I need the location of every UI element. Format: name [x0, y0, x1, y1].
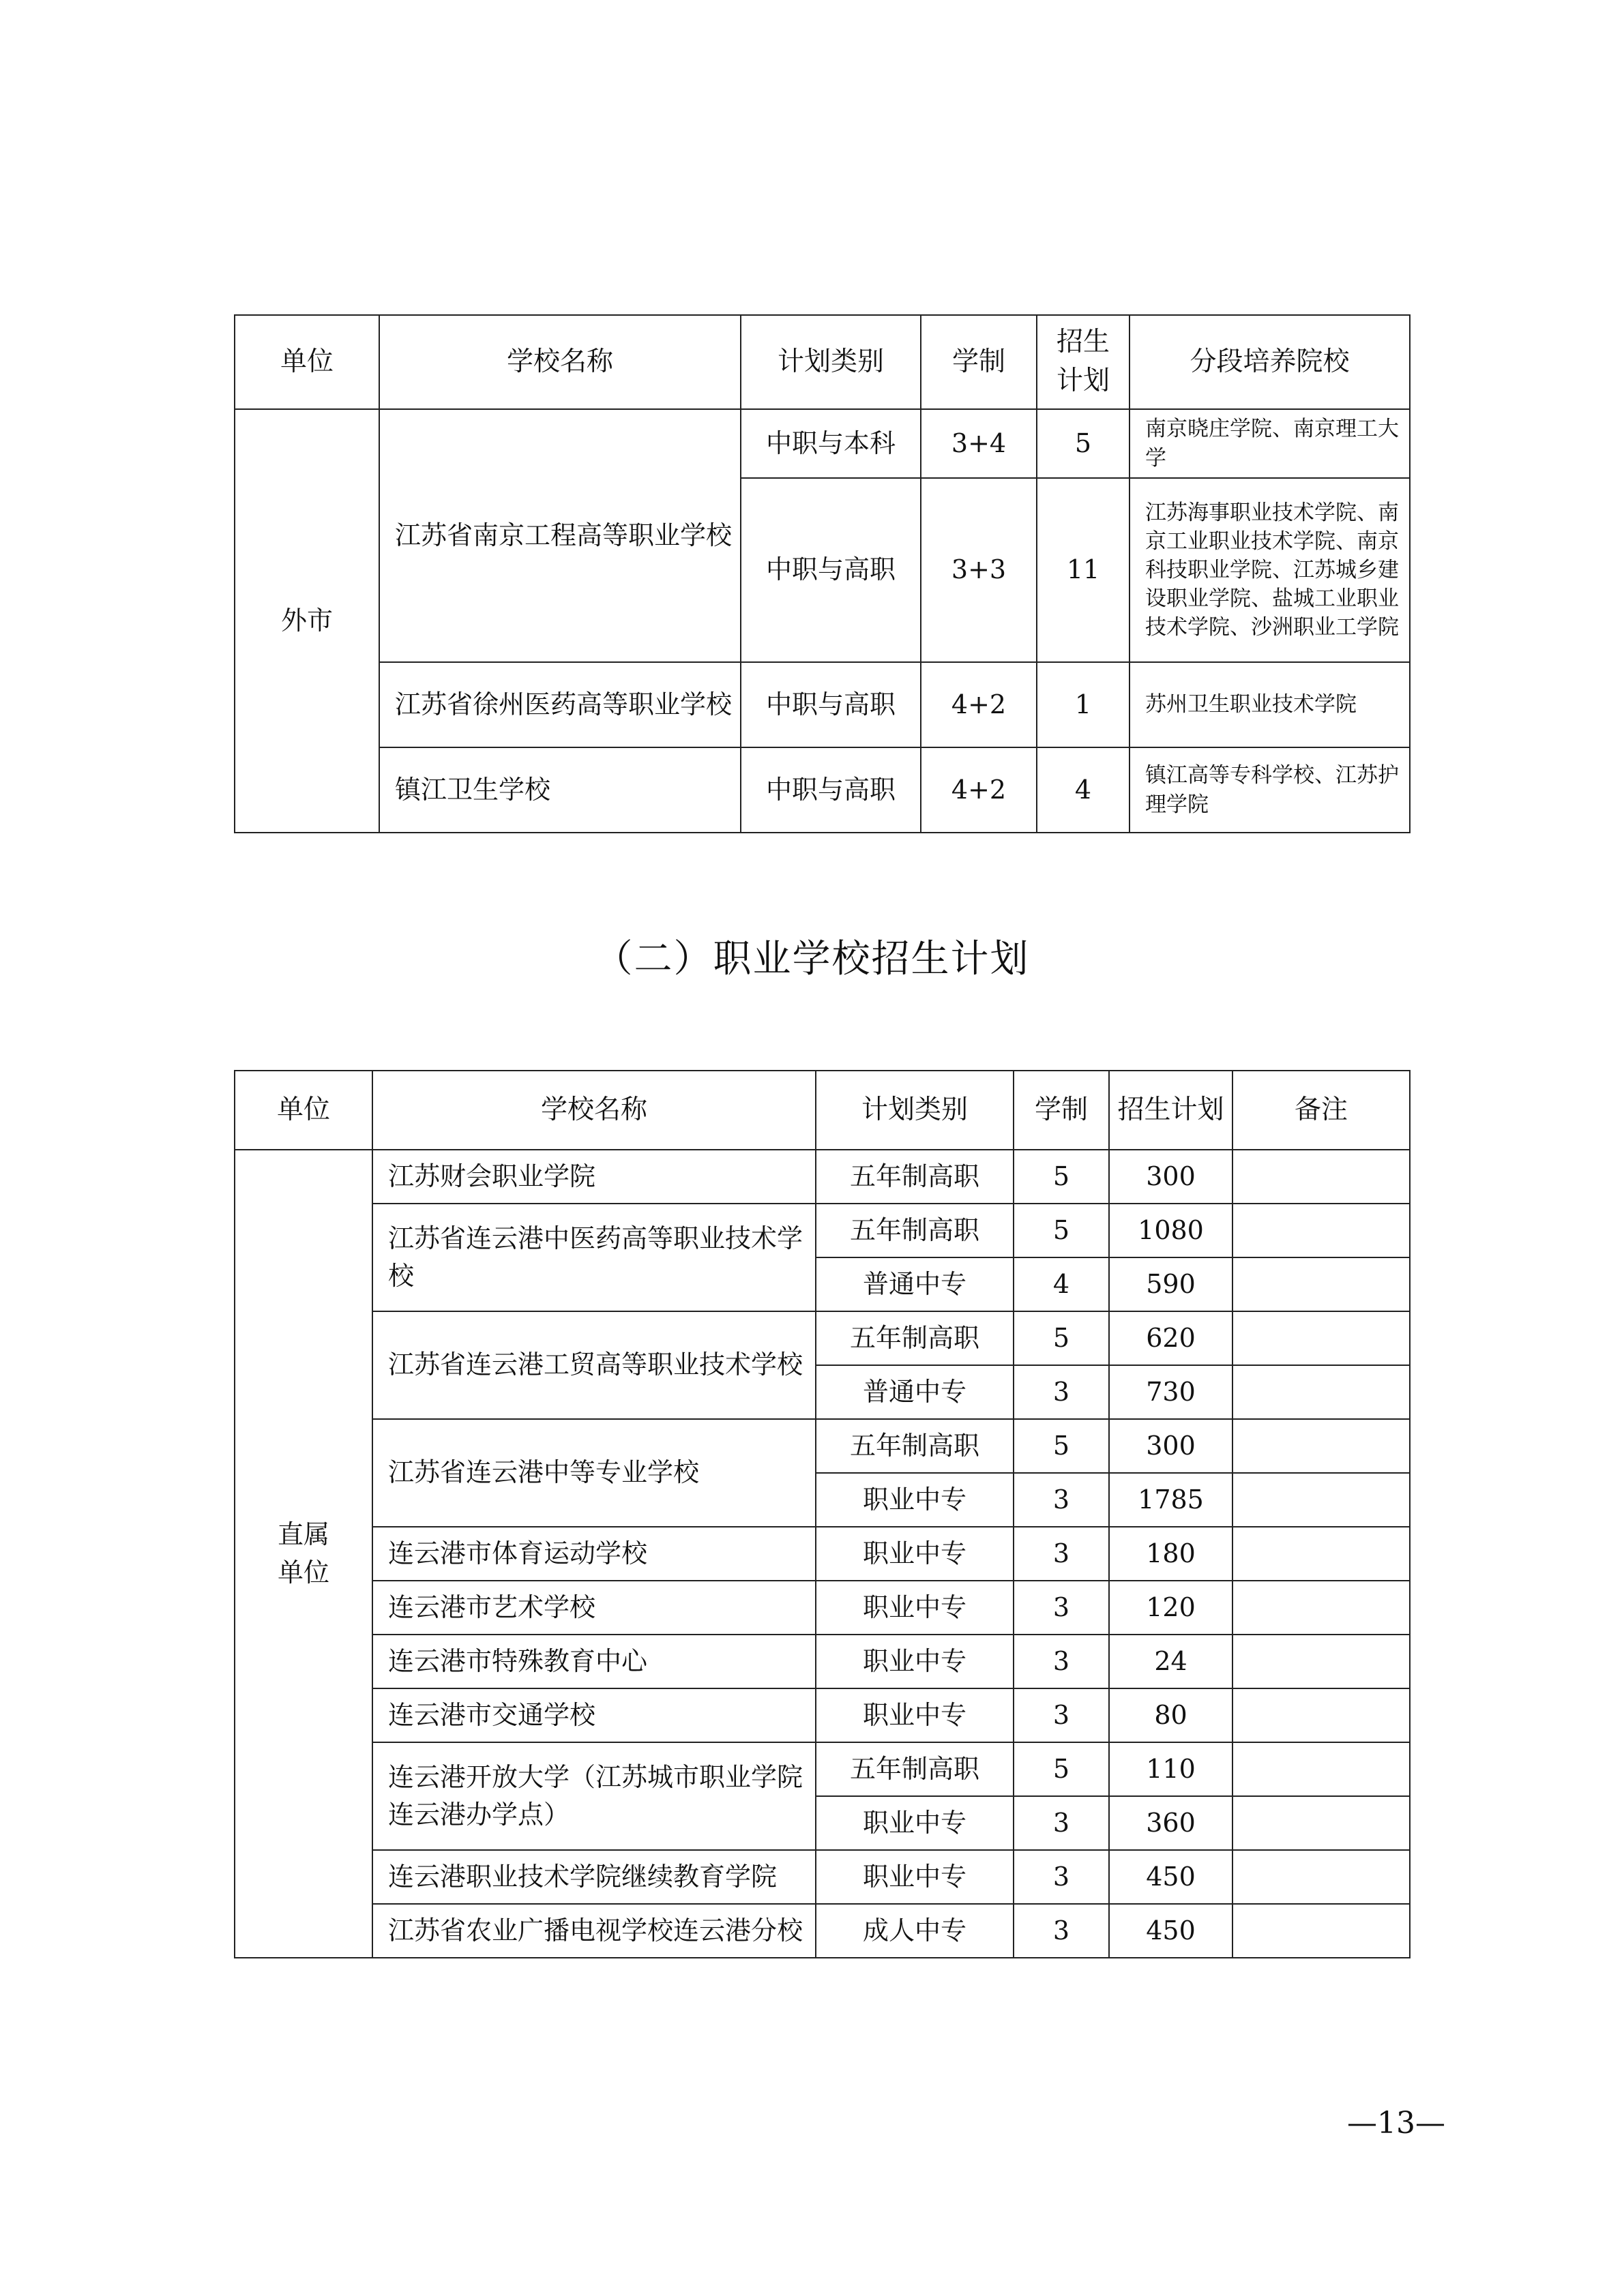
- plan-type: 中职与高职: [741, 747, 921, 833]
- school-name: 连云港市艺术学校: [372, 1581, 816, 1635]
- years: 3: [1014, 1365, 1109, 1419]
- remark: [1232, 1635, 1410, 1688]
- plan-type: 五年制高职: [816, 1742, 1014, 1796]
- years: 4+2: [921, 747, 1037, 833]
- enrollment: 1080: [1109, 1204, 1232, 1257]
- plan-type: 普通中专: [816, 1257, 1014, 1311]
- years: 3: [1014, 1688, 1109, 1742]
- plan-type: 职业中专: [816, 1473, 1014, 1527]
- partner-schools: 苏州卫生职业技术学院: [1130, 662, 1410, 747]
- school-name: 江苏省连云港工贸高等职业技术学校: [372, 1311, 816, 1419]
- years: 3: [1014, 1904, 1109, 1958]
- header-school-name: 学校名称: [372, 1071, 816, 1150]
- header-remarks: 备注: [1232, 1071, 1410, 1150]
- plan-type: 普通中专: [816, 1365, 1014, 1419]
- table-row: [235, 662, 1410, 747]
- enrollment: 360: [1109, 1796, 1232, 1850]
- enrollment: 4: [1037, 747, 1130, 833]
- enrollment: 590: [1109, 1257, 1232, 1311]
- enrollment: 5: [1037, 409, 1130, 478]
- years: 5: [1014, 1742, 1109, 1796]
- table-row: [235, 1527, 1410, 1581]
- table-header-row: [235, 315, 1410, 409]
- school-name: 连云港市交通学校: [372, 1688, 816, 1742]
- plan-type: 五年制高职: [816, 1204, 1014, 1257]
- plan-type: 职业中专: [816, 1688, 1014, 1742]
- remark: [1232, 1581, 1410, 1635]
- school-name: 江苏省连云港中等专业学校: [372, 1419, 816, 1527]
- enrollment: 620: [1109, 1311, 1232, 1365]
- table-row: [235, 1742, 1410, 1796]
- table-row: [235, 1204, 1410, 1257]
- table-row: [235, 1688, 1410, 1742]
- remark: [1232, 1527, 1410, 1581]
- plan-type: 中职与本科: [741, 409, 921, 478]
- plan-type: 职业中专: [816, 1581, 1014, 1635]
- page-number: —13—: [1347, 2106, 1445, 2141]
- header-plan-type: 计划类别: [741, 315, 921, 409]
- partner-schools: 南京晓庄学院、南京理工大学: [1130, 409, 1410, 478]
- years: 3: [1014, 1581, 1109, 1635]
- remark: [1232, 1204, 1410, 1257]
- plan-type: 五年制高职: [816, 1150, 1014, 1204]
- years: 3+3: [921, 478, 1037, 662]
- enrollment: 80: [1109, 1688, 1232, 1742]
- unit-cell: [235, 1150, 372, 1958]
- header-years: 学制: [1014, 1071, 1109, 1150]
- years: 5: [1014, 1150, 1109, 1204]
- school-name: 连云港开放大学（江苏城市职业学院连云港办学点）: [372, 1742, 816, 1850]
- remark: [1232, 1688, 1410, 1742]
- enrollment: 1: [1037, 662, 1130, 747]
- years: 3: [1014, 1527, 1109, 1581]
- unit-label: 直属单位: [277, 1519, 329, 1587]
- school-name: 连云港职业技术学院继续教育学院: [372, 1850, 816, 1904]
- table-header-row: [235, 1071, 1410, 1150]
- school-name: 江苏省南京工程高等职业学校: [379, 409, 741, 662]
- table-row: [235, 1635, 1410, 1688]
- plan-type: 中职与高职: [741, 662, 921, 747]
- remark: [1232, 1150, 1410, 1204]
- plan-type: 中职与高职: [741, 478, 921, 662]
- plan-type: 五年制高职: [816, 1419, 1014, 1473]
- remark: [1232, 1796, 1410, 1850]
- header-enrollment: 招生计划: [1109, 1071, 1232, 1150]
- school-name: 江苏省农业广播电视学校连云港分校: [372, 1904, 816, 1958]
- school-name: 连云港市特殊教育中心: [372, 1635, 816, 1688]
- remark: [1232, 1904, 1410, 1958]
- school-name: 连云港市体育运动学校: [372, 1527, 816, 1581]
- remark: [1232, 1257, 1410, 1311]
- enrollment: 120: [1109, 1581, 1232, 1635]
- table-row: [235, 1150, 1410, 1204]
- header-enrollment: 招生计划: [1037, 315, 1130, 409]
- plan-type: 职业中专: [816, 1850, 1014, 1904]
- years: 3: [1014, 1473, 1109, 1527]
- enrollment: 450: [1109, 1850, 1232, 1904]
- table-row: [235, 1581, 1410, 1635]
- plan-type: 五年制高职: [816, 1311, 1014, 1365]
- years: 3: [1014, 1635, 1109, 1688]
- enrollment: 24: [1109, 1635, 1232, 1688]
- school-name: 镇江卫生学校: [379, 747, 741, 833]
- header-partner-schools: 分段培养院校: [1130, 315, 1410, 409]
- enrollment: 1785: [1109, 1473, 1232, 1527]
- header-plan-type: 计划类别: [816, 1071, 1014, 1150]
- header-unit: 单位: [235, 315, 379, 409]
- plan-type: 职业中专: [816, 1635, 1014, 1688]
- plan-type: 职业中专: [816, 1796, 1014, 1850]
- joint-training-plan-table: [234, 314, 1411, 833]
- plan-type: 成人中专: [816, 1904, 1014, 1958]
- plan-type: 职业中专: [816, 1527, 1014, 1581]
- remark: [1232, 1311, 1410, 1365]
- years: 3+4: [921, 409, 1037, 478]
- header-years: 学制: [921, 315, 1037, 409]
- remark: [1232, 1419, 1410, 1473]
- partner-schools: 江苏海事职业技术学院、南京工业职业技术学院、南京科技职业学院、江苏城乡建设职业学院、盐城工业职业技术学院、沙洲职业工学院: [1130, 478, 1410, 662]
- section-title: （二）职业学校招生计划: [594, 937, 1030, 981]
- table-row: [235, 1419, 1410, 1473]
- years: 3: [1014, 1796, 1109, 1850]
- years: 4: [1014, 1257, 1109, 1311]
- years: 3: [1014, 1850, 1109, 1904]
- remark: [1232, 1742, 1410, 1796]
- school-name: 江苏省徐州医药高等职业学校: [379, 662, 741, 747]
- vocational-enrollment-table: [234, 1070, 1411, 1958]
- unit-cell: 外市: [235, 409, 379, 833]
- remark: [1232, 1850, 1410, 1904]
- enrollment: 300: [1109, 1419, 1232, 1473]
- years: 5: [1014, 1311, 1109, 1365]
- years: 5: [1014, 1204, 1109, 1257]
- school-name: 江苏省连云港中医药高等职业技术学校: [372, 1204, 816, 1311]
- enrollment: 110: [1109, 1742, 1232, 1796]
- school-name: 江苏财会职业学院: [372, 1150, 816, 1204]
- enrollment: 11: [1037, 478, 1130, 662]
- table-row: [235, 1904, 1410, 1958]
- years: 4+2: [921, 662, 1037, 747]
- header-unit: 单位: [235, 1071, 372, 1150]
- years: 5: [1014, 1419, 1109, 1473]
- enrollment: 730: [1109, 1365, 1232, 1419]
- enrollment: 300: [1109, 1150, 1232, 1204]
- enrollment: 180: [1109, 1527, 1232, 1581]
- table-row: [235, 1311, 1410, 1365]
- partner-schools: 镇江高等专科学校、江苏护理学院: [1130, 747, 1410, 833]
- enrollment: 450: [1109, 1904, 1232, 1958]
- table-row: [235, 409, 1410, 478]
- remark: [1232, 1365, 1410, 1419]
- remark: [1232, 1473, 1410, 1527]
- header-school-name: 学校名称: [379, 315, 741, 409]
- table-row: [235, 747, 1410, 833]
- table-row: [235, 1850, 1410, 1904]
